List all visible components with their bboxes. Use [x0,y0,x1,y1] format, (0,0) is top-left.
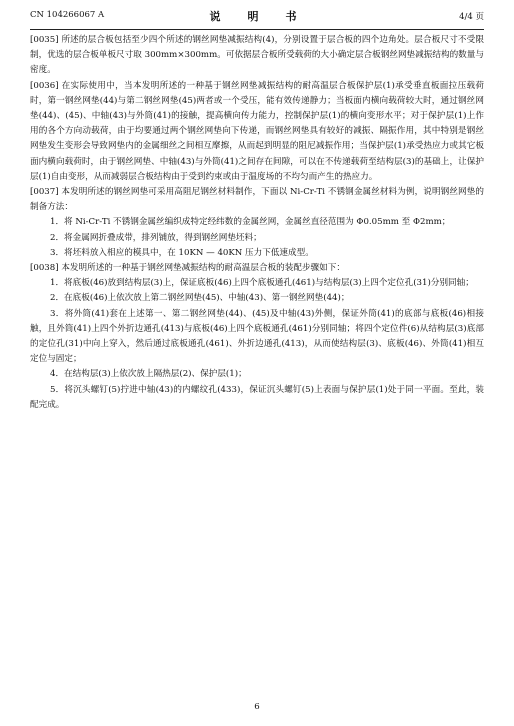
paragraph-0038 [30,261,484,276]
paragraph-0037 [30,185,484,215]
paragraph-number: [0036] [30,80,59,91]
page-number: 6 [254,702,260,712]
list-item: 5．将沉头螺钉(5)拧进中轴(43)的内螺纹孔(433)，保证沉头螺钉(5)上表面与保护层(1)处于同一平面。至此，装配完成。 [30,384,484,410]
header-rule [30,29,484,30]
list-item: 2．在底板(46)上依次放上第二钢丝网垫(45)、中轴(43)、第一钢丝网垫(44)； [50,293,350,304]
list-item: 3．将外筒(41)套在上述第一、第二钢丝网垫(44)、(45)及中轴(43)外侧，保证外筒(41)的底部与底板(46)相接触，且外筒(41)上四个外折边通孔(413)与底板(46)上四个底板通孔(461)分别同轴；将四个定位件(6)从结构层(3)底部的定位孔(31)中向上穿入，然后通过底板通孔(461)、外折边通孔(413)，从而使结构层(3)、底板(46)、外筒(41)相互定位与固定； [30,308,484,365]
paragraph-number: [0038] [30,263,59,274]
paragraph-text: 本发明所述的一种基于钢丝网垫减振结构的耐高温层合板的装配步骤如下： [61,263,345,274]
list-item: 4．在结构层(3)上依次放上隔热层(2)、保护层(1)； [50,369,247,380]
paragraph-0035 [30,33,484,79]
paragraph-text: 所述的层合板包括至少四个所述的钢丝网垫减振结构(4)，分别设置于层合板的四个边角处。层合板尺寸不受限制，优选的层合板单板尺寸取 300mm×300mm。可依据层合板所受载荷的大小确定层合板钢丝网垫减振结构的数量与密度。 [30,35,484,76]
doc-number: CN 104266067 A [30,10,105,20]
doc-title: 说 明 书 [209,10,305,23]
paragraph-text: 本发明所述的钢丝网垫可采用高阻尼钢丝材料制作，下面以 Ni-Cr-Ti 不锈钢金属丝材料为例，说明钢丝网垫的制备方法： [30,187,484,213]
list-item: 2．将金属网折叠成带，排列铺放，得到钢丝网垫坯料； [50,232,262,243]
paragraph-0036 [30,79,484,185]
list-item: 1．将 Ni-Cr-Ti 不锈钢金属丝编织成特定经纬数的金属丝网，金属丝直径范围为 Φ0.05mm 至 Φ2mm； [50,217,451,228]
list-item: 3．将坯料放入相应的模具中，在 10KN — 40KN 压力下低速成型。 [50,247,314,258]
paragraph-number: [0035] [30,35,59,45]
page-header [30,8,484,26]
list-item: 1．将底板(46)放到结构层(3)上，保证底板(46)上四个底板通孔(461)与结构层(3)上四个定位孔(31)分别同轴； [50,278,474,289]
document-body [30,33,484,413]
paragraph-text: 在实际使用中，当本发明所述的一种基于钢丝网垫减振结构的耐高温层合板保护层(1)承受垂直板面拉压载荷时，第一钢丝网垫(44)与第二钢丝网垫(45)两者或一个受压，能有效传递静力；当板面内横向载荷较大时，通过钢丝网垫(44)、(45)、中轴(43)与外筒(41)的接触，提高横向传力能力，控制保护层(1)的横向变形水平；对于保护层(1)上作用的各个方向动载荷，由于均要通过两个钢丝网垫向下传递，而钢丝网垫具有较好的减振、隔振作用，其中特别是钢丝网垫发生变形会导致网垫内的金属细丝之间相互摩擦，从而起到明显的阻尼减振作用；当保护层(1)承受热应力或其它板面内横向载荷时，由于钢丝网垫、中轴(43)与外筒(41)之间存在间隙，可以在不传递载荷至结构层(3)的基础上，让保护层(1)自由变形，从而减弱层合板结构由于受到约束或由于温度场的不均匀而产生的热应力。 [30,80,484,182]
page-indicator: 4/4 页 [459,12,484,22]
paragraph-number: [0037] [30,187,59,198]
